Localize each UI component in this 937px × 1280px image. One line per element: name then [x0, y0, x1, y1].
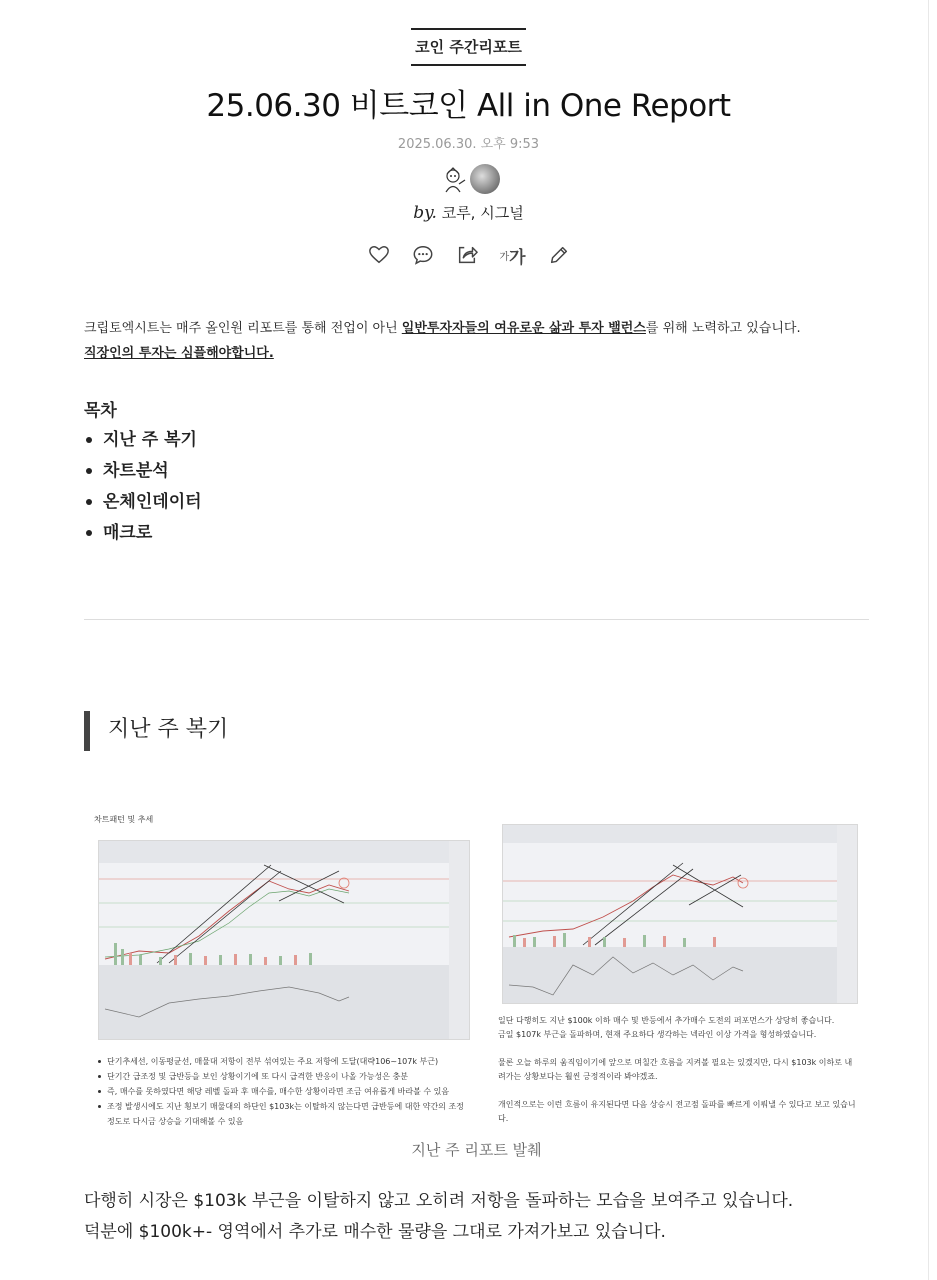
- right-para-4: 개인적으로는 이런 흐름이 유지된다면 다음 상승시 전고점 돌파를 빠르게 이뤄낼 수 있다고 보고 있습니다.: [498, 1100, 856, 1123]
- right-para-2: 금일 $107k 부근을 돌파하며, 현재 주요하다 생각하는 넥라인 이상 가격을 형성하였습니다.: [498, 1030, 817, 1039]
- byline-prefix: by.: [413, 203, 437, 223]
- post-title: 25.06.30 비트코인 All in One Report: [206, 88, 731, 124]
- left-bullet: 단기간 급조정 및 급반등을 보인 상황이기에 또 다시 급격한 반응이 나올 가능성은 충분: [98, 1069, 470, 1084]
- like-button[interactable]: [367, 243, 391, 267]
- intro-text: [84, 316, 869, 366]
- font-size-small-glyph: 가: [499, 251, 510, 263]
- category-label[interactable]: 코인 주간리포트: [411, 28, 526, 66]
- heart-icon: [368, 244, 390, 266]
- post-date: 2025.06.30. 오후 9:53: [397, 137, 540, 152]
- intro-line-1-post: 를 위해 노력하고 있습니다.: [645, 321, 801, 336]
- byline: [0, 202, 937, 223]
- edit-button[interactable]: [547, 243, 571, 267]
- toc-item[interactable]: 차트분석: [84, 457, 869, 488]
- left-bullet: 조정 발생시에도 지난 횡보기 매물대의 하단인 $103k는 이탈하지 않는다면 급반등에 대한 약간의 조정 정도로 다시금 상승을 기대해볼 수 있음: [98, 1099, 470, 1129]
- right-price-chart: [502, 824, 858, 1004]
- post-actions: [0, 243, 937, 267]
- toc-item[interactable]: 지난 주 복기: [84, 426, 869, 457]
- toc-item[interactable]: 온체인데이터: [84, 488, 869, 519]
- body-line-2: 덕분에 $100k+- 영역에서 추가로 매수한 물량을 그대로 가져가보고 있습니다.: [84, 1222, 666, 1242]
- right-para-3: 물론 오늘 하루의 움직임이기에 앞으로 며칠간 흐름을 지켜볼 필요는 있겠지만, 다시 $103k 이하로 내려가는 상황보다는 훨씬 긍정적이라 봐야겠죠.: [498, 1058, 853, 1081]
- comment-icon: [412, 244, 434, 266]
- section-heading: 지난 주 복기: [84, 711, 893, 751]
- right-excerpt-panel: [498, 824, 860, 1132]
- share-icon: [456, 244, 478, 266]
- font-size-large-glyph: 가: [509, 247, 526, 268]
- report-excerpt-image[interactable]: [84, 810, 869, 1132]
- body-text: [84, 1186, 869, 1248]
- font-size-button[interactable]: [499, 243, 527, 267]
- left-bullet: 즉, 매수를 못하였다면 해당 레벨 돌파 후 매수를, 매수한 상황이라면 조금 여유롭게 바라볼 수 있음: [98, 1084, 470, 1099]
- table-of-contents: [84, 426, 869, 550]
- page-edge-rule: [928, 0, 929, 1280]
- intro-line-1-pre: 크립토엑시트는 매주 올인원 리포트를 통해 전업이 아닌: [84, 321, 402, 336]
- intro-line-1: [84, 316, 869, 341]
- figure-caption: 지난 주 리포트 발췌: [411, 1141, 542, 1159]
- body-line-1: 다행히 시장은 $103k 부근을 이탈하지 않고 오히려 저항을 돌파하는 모습을 보여주고 있습니다.: [84, 1191, 794, 1211]
- intro-line-2: 직장인의 투자는 심플해야합니다.: [84, 346, 274, 361]
- author-avatar-2[interactable]: [470, 164, 500, 194]
- intro-emphasis: 일반투자자들의 여유로운 삶과 투자 밸런스: [401, 321, 646, 336]
- left-panel-bullets: [98, 1054, 470, 1129]
- author-names[interactable]: 코루, 시그널: [441, 204, 524, 222]
- left-panel-title: 차트패턴 및 추세: [94, 815, 154, 824]
- left-excerpt-panel: [94, 814, 474, 1132]
- author-avatars[interactable]: [0, 162, 937, 196]
- comment-button[interactable]: [411, 243, 435, 267]
- section-divider: [84, 619, 869, 620]
- toc-title: 목차: [84, 401, 117, 421]
- share-button[interactable]: [455, 243, 479, 267]
- right-para-1: 일단 다행히도 지난 $100k 이하 매수 및 반등에서 추가매수 도전의 퍼포먼스가 상당히 좋습니다.: [498, 1016, 835, 1025]
- left-price-chart: [98, 840, 470, 1040]
- toc-item[interactable]: 매크로: [84, 519, 869, 550]
- pencil-icon: [548, 244, 570, 266]
- post-header: [0, 0, 937, 267]
- left-bullet: 단기추세선, 이동평균선, 매물대 저항이 전부 섞여있는 주요 저항에 도달(대략106~107k 부근): [98, 1054, 470, 1069]
- author-avatar-1[interactable]: [438, 164, 468, 194]
